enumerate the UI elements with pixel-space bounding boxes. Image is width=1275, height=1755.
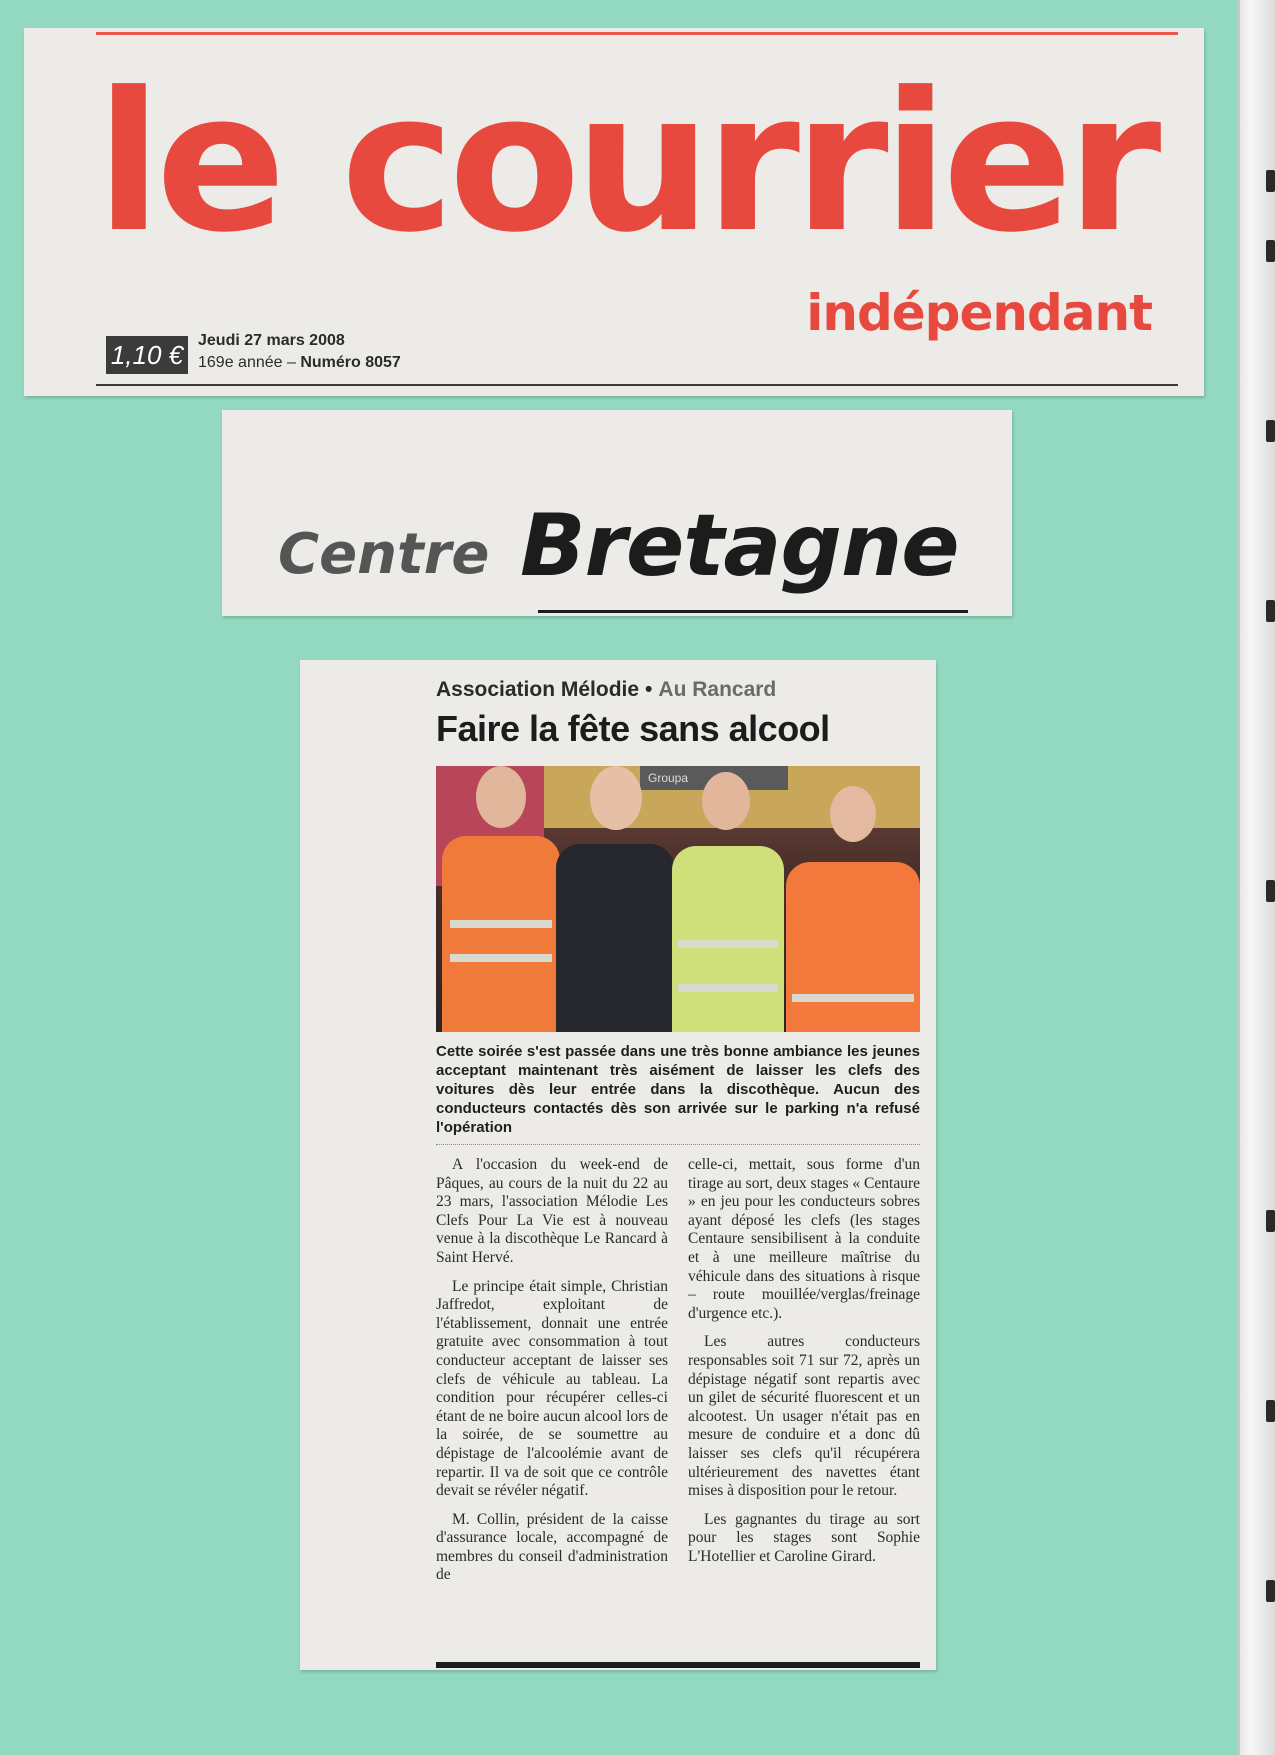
article-headline: Faire la fête sans alcool (436, 708, 830, 749)
article-clipping (300, 660, 936, 1670)
photo-person (442, 766, 560, 1032)
caption-separator (436, 1144, 920, 1145)
newspaper-logo-subtitle: indépendant (806, 284, 1152, 342)
kicker-sub: Au Rancard (658, 678, 777, 701)
binder-hole (1266, 420, 1275, 442)
paragraph: Le principe était simple, Christian Jaffredot, exploitant de l'établissement, donnait une entrée gratuite avec consommation à tout conducteur acceptant de laisser ses clefs de véhicule au tableau. La condition pour récupérer celles-ci étant de ne boire aucun alcool lors de la soirée, de se soumettre au dépistage de l'alcoolémie avant de repartir. Il va de soit que ce contrôle devait se révéler négatif. (436, 1277, 668, 1500)
issue-info (198, 354, 401, 372)
binder-strip (1238, 0, 1275, 1755)
issue-number: Numéro 8057 (300, 354, 401, 371)
photo-person (556, 766, 674, 1032)
issue-date: Jeudi 27 mars 2008 (198, 332, 345, 349)
binder-hole (1266, 170, 1275, 192)
binder-hole (1266, 1210, 1275, 1232)
masthead-clipping (24, 28, 1204, 396)
binder-hole (1266, 1400, 1275, 1422)
photo-caption: Cette soirée s'est passée dans une très bonne ambiance les jeunes acceptant maintenant très aisément de laisser les clefs des voitures dès leur entrée dans la discothèque. Aucun des conducteurs contactés dès son arrivée sur le parking n'a refusé l'opération (436, 1043, 920, 1136)
price-badge: 1,10 € (106, 336, 188, 374)
paragraph: Les autres conducteurs responsables soit 71 sur 72, après un dépistage négatif sont repartis avec un gilet de sécurité fluorescent et un alcootest. Un usager n'était pas en mesure de conduire et a donc dû laisser ses clefs qu'il récupérera ultérieurement des navettes étant mises à disposition pour le retour. (688, 1333, 920, 1500)
masthead-bottom-rule (96, 384, 1178, 386)
kicker-bullet: • (645, 678, 653, 701)
clipping-bottom-cut (436, 1662, 920, 1668)
photo-person (786, 766, 920, 1032)
binder-hole (1266, 880, 1275, 902)
article-photo (436, 766, 920, 1032)
photo-person (672, 766, 784, 1032)
section-title-bretagne: Bretagne (520, 496, 959, 596)
paragraph: Les gagnantes du tirage au sort pour les stages sont Sophie L'Hotellier et Caroline Girard. (688, 1510, 920, 1565)
binder-hole (1266, 1580, 1275, 1602)
newspaper-logo: le courrier (96, 52, 1156, 275)
binder-hole (1266, 240, 1275, 262)
masthead-top-rule (96, 32, 1178, 35)
photo-sign: Groupa (640, 766, 788, 790)
issue-year: 169e année – (198, 354, 301, 371)
paragraph: M. Collin, président de la caisse d'assurance locale, accompagné de membres du conseil d'administration de (436, 1510, 668, 1584)
article-kicker (436, 678, 776, 702)
paragraph: celle-ci, mettait, sous forme d'un tirage au sort, deux stages « Centaure » en jeu pour les conducteurs sobres ayant déposé les clefs (les stages Centaure sensibilisent à la conduite et à une meilleure maîtrise du véhicule dans des situations à risque – route mouillée/verglas/freinage d'urgence etc.). (688, 1156, 920, 1322)
section-clipping (222, 410, 1012, 616)
section-rule (538, 610, 968, 613)
article-column-1 (436, 1156, 668, 1595)
paragraph: A l'occasion du week-end de Pâques, au cours de la nuit du 22 au 23 mars, l'association Mélodie Les Clefs Pour La Vie est à nouveau venue à la discothèque Le Rancard à Saint Hervé. (436, 1156, 668, 1266)
article-column-2 (688, 1156, 920, 1576)
section-title-centre: Centre (278, 522, 490, 587)
binder-hole (1266, 600, 1275, 622)
kicker-main: Association Mélodie (436, 678, 640, 701)
